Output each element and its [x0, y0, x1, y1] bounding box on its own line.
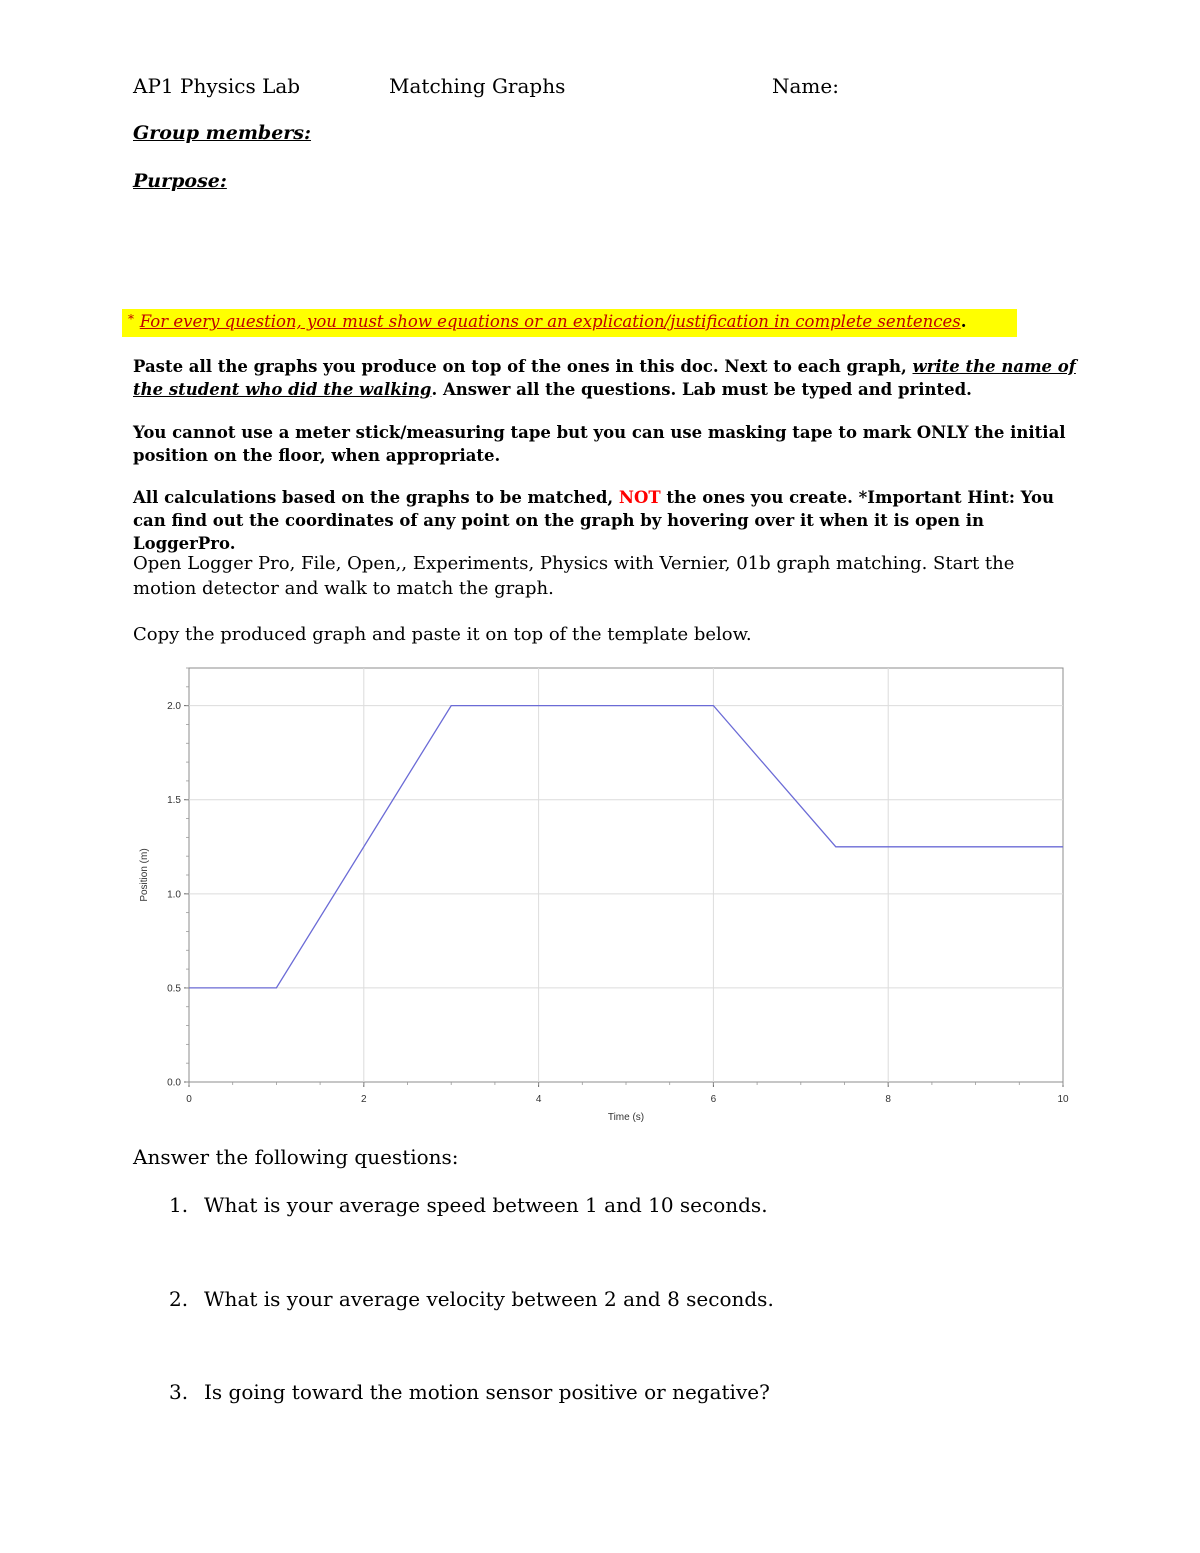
instruction-paste-a: Paste all the graphs you produce on top of the ones in this doc. Next to each graph,	[133, 357, 913, 376]
position-time-chart	[130, 662, 1072, 1127]
chart-svg	[130, 662, 1072, 1127]
x-tick-label: 6	[710, 1094, 717, 1105]
question-2-text: What is your average velocity between 2 and 8 seconds.	[204, 1287, 774, 1311]
question-2-number: 2.	[169, 1287, 189, 1311]
document-title: Matching Graphs	[389, 74, 566, 98]
x-tick-label: 2	[361, 1094, 367, 1105]
y-tick-label: 1.0	[167, 889, 181, 901]
instruction-copy-graph: Copy the produced graph and paste it on top of the template below.	[133, 624, 752, 645]
y-axis-label: Position (m)	[139, 848, 150, 902]
question-1-number: 1.	[169, 1193, 189, 1217]
instruction-paste-c: . Answer all the questions. Lab must be typed and printed.	[431, 380, 972, 399]
x-tick-label: 0	[186, 1094, 192, 1105]
instruction-open-logger: Open Logger Pro, File, Open,, Experiments, Physics with Vernier, 01b graph matching. Start the motion detector and walk to match the graph.	[133, 553, 1015, 599]
plot-frame	[189, 668, 1063, 1082]
instruction-calc-a: All calculations based on the graphs to be matched,	[133, 488, 619, 507]
course-label: AP1 Physics Lab	[133, 74, 301, 98]
instruction-paste-graphs	[133, 355, 1083, 401]
name-label: Name:	[772, 74, 839, 98]
y-tick-label: 2.0	[167, 701, 181, 713]
instruction-paste-b: write the name of the student who did the walking	[133, 357, 1076, 399]
y-tick-label: 0.5	[167, 983, 181, 995]
instruction-calc-not: NOT	[618, 488, 661, 507]
questions-intro: Answer the following questions:	[133, 1145, 459, 1169]
group-members-heading: Group members:	[133, 122, 312, 144]
instruction-measuring: You cannot use a meter stick/measuring tape but you can use masking tape to mark ONLY the initial position on the floor, when appropriate.	[133, 423, 1066, 465]
notice-period: .	[960, 312, 967, 331]
notice-star: *	[128, 312, 134, 326]
question-3-text: Is going toward the motion sensor positive or negative?	[204, 1380, 770, 1404]
x-tick-label: 10	[1057, 1094, 1069, 1105]
purpose-heading: Purpose:	[133, 170, 227, 192]
x-tick-label: 8	[885, 1094, 891, 1105]
question-1-text: What is your average speed between 1 and 10 seconds.	[204, 1193, 768, 1217]
question-3-number: 3.	[169, 1380, 189, 1404]
notice-sentence: For every question, you must show equations or an explication/justification in complete sentences	[139, 312, 961, 331]
notice-text	[128, 312, 966, 331]
y-tick-label: 1.5	[167, 795, 181, 807]
x-tick-label: 4	[535, 1094, 542, 1105]
instruction-calc-c: the ones you create. *Important Hint: You can find out the coordinates of any point on the graph by hovering over it when it is open in LoggerPro.	[133, 488, 1055, 553]
x-axis-label: Time (s)	[607, 1112, 645, 1123]
instruction-calculations	[133, 486, 1083, 555]
y-tick-label: 0.0	[167, 1077, 181, 1089]
